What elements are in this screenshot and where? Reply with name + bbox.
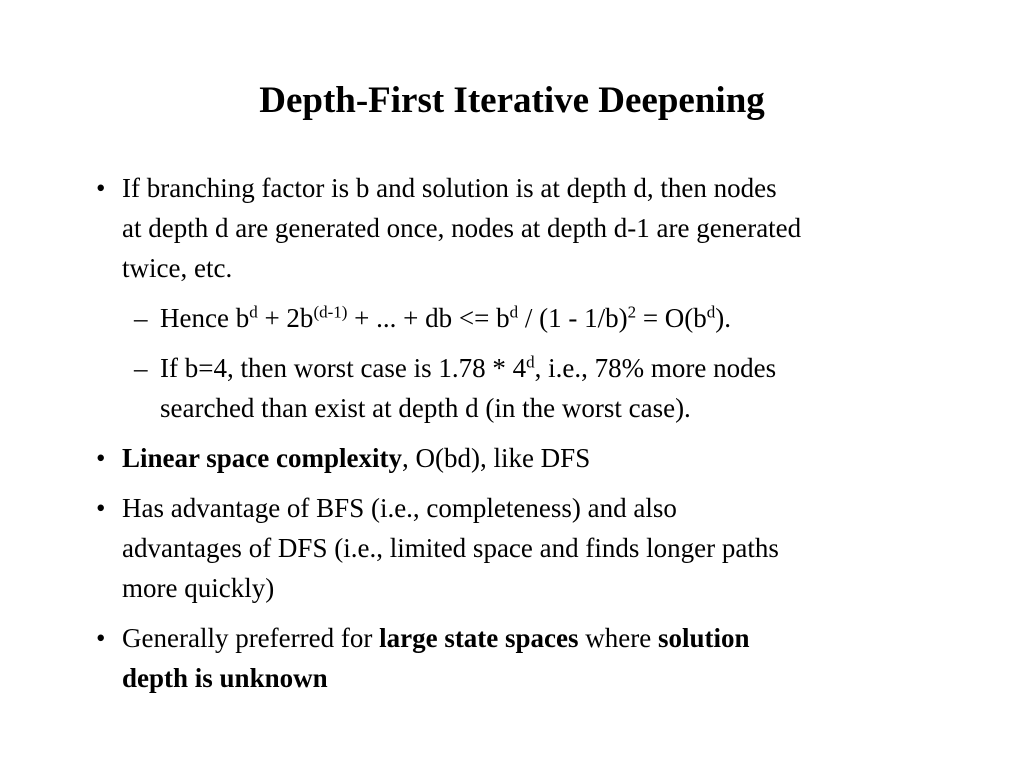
bold-phrase: depth is unknown xyxy=(122,663,328,693)
sub-bullet-list xyxy=(122,298,996,428)
formula-text: + 2b xyxy=(257,303,314,333)
bold-phrase: solution xyxy=(658,623,750,653)
slide-title: Depth-First Iterative Deepening xyxy=(259,80,765,121)
formula-superscript: d xyxy=(509,302,519,322)
formula-text: = O(b xyxy=(636,303,707,333)
bold-phrase: large state spaces xyxy=(379,623,579,653)
sub-bullet-text: searched than exist at depth d (in the worst case). xyxy=(160,393,691,423)
formula-superscript: d xyxy=(706,302,716,322)
sub-bullet-formula xyxy=(122,298,996,338)
formula-superscript: d xyxy=(526,352,535,372)
bullet-text-line: more quickly) xyxy=(122,573,275,603)
bullet-marker: • xyxy=(96,443,106,473)
bullet-marker: • xyxy=(96,623,106,653)
bullet-list xyxy=(96,168,996,708)
bullet-text: Generally preferred for xyxy=(122,623,380,653)
formula-superscript: 2 xyxy=(627,302,637,322)
bullet-text: where xyxy=(578,623,659,653)
formula-text: ). xyxy=(715,303,732,333)
formula-text: Hence b xyxy=(160,303,250,333)
bullet-text-line: at depth d are generated once, nodes at depth d-1 are generated xyxy=(122,213,802,243)
sub-bullet-marker: – xyxy=(134,353,148,383)
sub-bullet-marker: – xyxy=(134,303,148,333)
sub-bullet-text: , i.e., 78% more nodes xyxy=(534,353,777,383)
bullet-linear-space xyxy=(96,438,996,478)
bullet-preferred xyxy=(96,618,996,698)
bold-phrase: Linear space complexity xyxy=(122,443,402,473)
formula-text: + ... + db <= b xyxy=(347,303,510,333)
bullet-text-line: twice, etc. xyxy=(122,253,233,283)
bullet-branching-factor xyxy=(96,168,996,428)
bullet-text-line: If branching factor is b and solution is at depth d, then nodes xyxy=(122,173,777,203)
bullet-marker: • xyxy=(96,493,106,523)
bullet-advantages xyxy=(96,488,996,608)
bullet-text-line: Has advantage of BFS (i.e., completeness) and also xyxy=(122,493,677,523)
formula-superscript: (d-1) xyxy=(313,302,348,322)
bullet-text-line: advantages of DFS (i.e., limited space and finds longer paths xyxy=(122,533,779,563)
bullet-marker: • xyxy=(96,173,106,203)
bullet-text: , O(bd), like DFS xyxy=(401,443,591,473)
sub-bullet-worst-case xyxy=(122,348,996,428)
formula-text: / (1 - 1/b) xyxy=(518,303,628,333)
sub-bullet-text: If b=4, then worst case is 1.78 * 4 xyxy=(160,353,527,383)
formula-superscript: d xyxy=(249,302,258,322)
